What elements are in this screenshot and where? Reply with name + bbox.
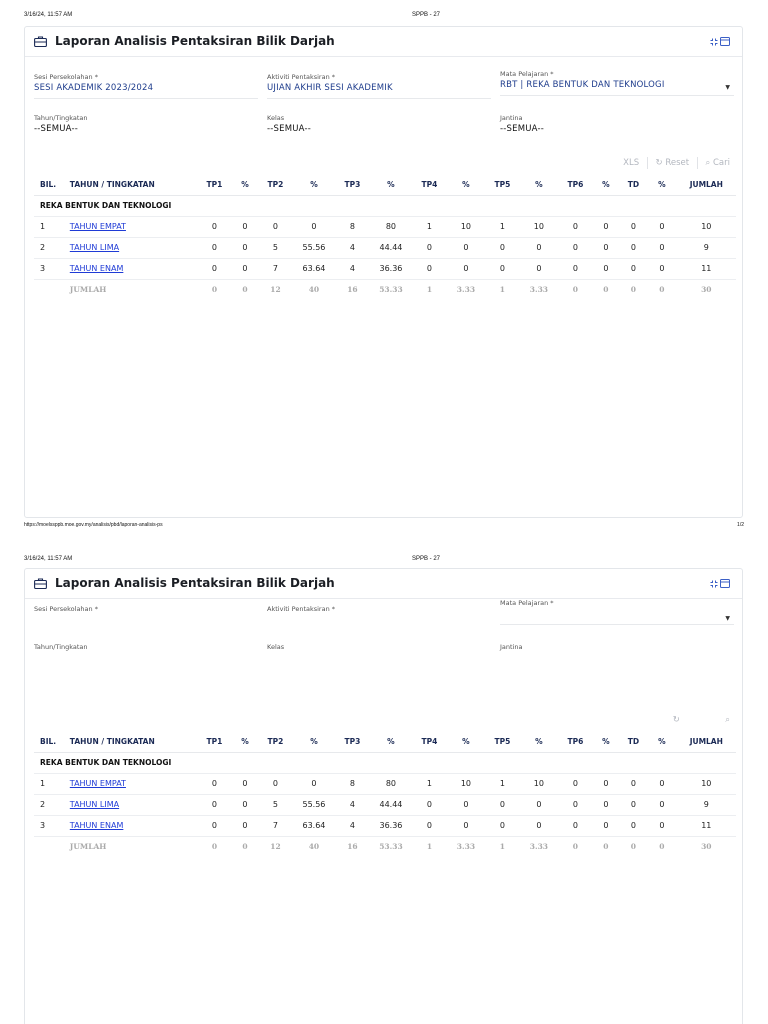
column-header: TD	[620, 174, 648, 195]
total-cell: 0	[242, 285, 248, 295]
jantina-label: Jantina	[500, 643, 523, 651]
total-cell: 0	[630, 285, 636, 295]
table-cell: 0	[647, 794, 676, 815]
column-header: %	[519, 731, 558, 752]
total-cell: 40	[308, 842, 320, 852]
sesi-select[interactable]	[34, 73, 258, 99]
table-cell: 0	[559, 237, 593, 258]
column-header: TP3	[336, 174, 370, 195]
table-cell: 10	[677, 216, 736, 237]
print-datetime: 3/16/24, 11:57 AM	[24, 12, 73, 18]
table-cell: 0	[413, 815, 447, 836]
tahun-label: Tahun/Tingkatan	[34, 643, 88, 651]
tahun-link-cell	[64, 258, 198, 279]
column-header: TP3	[336, 731, 370, 752]
column-header: %	[647, 731, 676, 752]
aktiviti-value: UJIAN AKHIR SESI AKADEMIK	[267, 83, 393, 93]
sesi-label: Sesi Persekolahan *	[34, 605, 98, 613]
table-cell: 7	[259, 258, 293, 279]
print-url: https://moelssppb.moe.gov.my/analisis/pbd/laporan-analisis-ps	[24, 522, 163, 528]
mata-pelajaran-select[interactable]	[500, 599, 734, 625]
table-cell: 3	[34, 815, 64, 836]
total-cell: 3.33	[529, 285, 549, 295]
total-cell: 12	[270, 842, 281, 852]
total-cell: 1	[426, 285, 433, 295]
column-header: %	[592, 174, 619, 195]
table-cell: 0	[446, 237, 485, 258]
table-cell: 2	[34, 794, 64, 815]
cari-button[interactable]	[706, 158, 730, 169]
table-cell: 0	[647, 773, 676, 794]
chevron-down-icon[interactable]: ▼	[725, 615, 730, 622]
table-cell: 0	[559, 794, 593, 815]
group-row	[34, 752, 736, 773]
column-header: %	[231, 174, 258, 195]
column-header: %	[292, 174, 335, 195]
table-cell: 0	[620, 216, 648, 237]
table-cell: 80	[369, 216, 412, 237]
table-cell: 0	[231, 216, 258, 237]
column-header: TD	[620, 731, 648, 752]
table-header-row	[34, 174, 736, 195]
table-cell: 0	[559, 216, 593, 237]
table-cell: 0	[446, 258, 485, 279]
jantina-label: Jantina	[500, 114, 523, 122]
print-header	[24, 12, 744, 22]
table-cell: 0	[486, 794, 520, 815]
table-cell: 8	[336, 773, 370, 794]
table-cell: 0	[259, 773, 293, 794]
total-cell: 0	[572, 842, 578, 852]
refresh-icon: ↻	[672, 715, 680, 725]
column-header: %	[647, 174, 676, 195]
tahun-select[interactable]	[34, 114, 258, 136]
jantina-value: --SEMUA--	[500, 124, 545, 134]
print-title: SPPB - 27	[412, 12, 441, 18]
total-cell: 40	[308, 285, 320, 295]
table-cell: 0	[620, 258, 648, 279]
tahun-link[interactable]: TAHUN LIMA	[69, 800, 120, 809]
report-card	[24, 568, 743, 1024]
table-cell: 0	[620, 815, 648, 836]
xls-button[interactable]: XLS	[623, 158, 640, 168]
filter-panel	[25, 27, 744, 177]
print-datetime: 3/16/24, 11:57 AM	[24, 556, 73, 562]
total-cell: 30	[701, 842, 712, 852]
column-header: TP6	[559, 731, 593, 752]
table-cell: 4	[336, 815, 370, 836]
total-cell: 1	[499, 842, 506, 852]
total-cell	[34, 279, 64, 300]
group-row	[34, 195, 736, 216]
table-row	[34, 794, 736, 815]
table-row	[34, 258, 736, 279]
print-header	[24, 556, 744, 566]
table-cell: 80	[369, 773, 412, 794]
table-cell: 44.44	[369, 237, 412, 258]
table-cell: 0	[592, 216, 619, 237]
table-cell: 0	[198, 237, 232, 258]
total-cell: 0	[242, 842, 248, 852]
total-cell: 0	[603, 285, 609, 295]
print-title: SPPB - 27	[412, 556, 441, 562]
tahun-link[interactable]: TAHUN LIMA	[69, 243, 120, 252]
tahun-link-cell	[64, 773, 198, 794]
total-cell: 0	[659, 842, 665, 852]
column-header: BIL.	[34, 174, 64, 195]
column-header: TP2	[259, 731, 293, 752]
column-header: TP5	[486, 174, 520, 195]
column-header: %	[519, 174, 558, 195]
table-cell: 55.56	[292, 794, 335, 815]
table-cell: 0	[592, 237, 619, 258]
column-header: JUMLAH	[677, 174, 736, 195]
table-cell: 0	[620, 237, 648, 258]
table-cell: 11	[677, 815, 736, 836]
tahun-value: --SEMUA--	[34, 124, 79, 134]
table-cell: 1	[413, 216, 447, 237]
table-cell: 0	[446, 794, 485, 815]
column-header: TP1	[198, 174, 232, 195]
column-header: TP1	[198, 731, 232, 752]
column-header: %	[369, 174, 412, 195]
group-label: REKA BENTUK DAN TEKNOLOGI	[34, 752, 736, 773]
table-cell: 4	[336, 258, 370, 279]
table-cell: 0	[446, 815, 485, 836]
table-cell: 0	[519, 258, 558, 279]
total-cell: 1	[499, 285, 506, 295]
table-cell: 0	[231, 815, 258, 836]
total-cell: 30	[701, 285, 712, 295]
aktiviti-label: Aktiviti Pentaksiran *	[267, 605, 336, 613]
table-cell: 0	[198, 258, 232, 279]
table-cell: 0	[413, 794, 447, 815]
mata-pelajaran-label: Mata Pelajaran *	[500, 599, 554, 607]
table-cell: 0	[647, 216, 676, 237]
table-cell: 0	[620, 794, 648, 815]
table-cell: 63.64	[292, 258, 335, 279]
table-row	[34, 773, 736, 794]
tahun-link[interactable]: TAHUN EMPAT	[69, 222, 126, 231]
group-label: REKA BENTUK DAN TEKNOLOGI	[34, 195, 736, 216]
tahun-select[interactable]	[34, 643, 258, 652]
column-header: %	[231, 731, 258, 752]
total-row	[34, 279, 736, 300]
mata-pelajaran-value: RBT | REKA BENTUK DAN TEKNOLOGI	[500, 80, 665, 90]
table-cell: 9	[677, 794, 736, 815]
search-icon: ⌕	[725, 715, 730, 725]
chevron-down-icon[interactable]: ▼	[725, 84, 730, 91]
table-cell: 0	[620, 773, 648, 794]
analysis-table	[34, 731, 736, 857]
tahun-link-cell	[64, 237, 198, 258]
table-row	[34, 216, 736, 237]
print-page-2	[0, 554, 768, 1024]
table-cell: 0	[198, 794, 232, 815]
column-header: TP5	[486, 731, 520, 752]
total-cell: 0	[630, 842, 636, 852]
page-title: Laporan Analisis Pentaksiran Bilik Darjah	[55, 34, 335, 48]
table-cell: 0	[198, 773, 232, 794]
tahun-link[interactable]: TAHUN ENAM	[69, 821, 124, 830]
filter-panel	[25, 569, 744, 719]
table-cell: 0	[559, 815, 593, 836]
kelas-select[interactable]	[267, 114, 491, 136]
aktiviti-label: Aktiviti Pentaksiran *	[267, 73, 336, 81]
total-cell: 3.33	[456, 842, 476, 852]
total-cell: 53.33	[379, 285, 403, 295]
table-cell: 5	[259, 794, 293, 815]
total-cell: 0	[603, 842, 609, 852]
table-cell: 4	[336, 794, 370, 815]
table-cell: 0	[519, 237, 558, 258]
tahun-link-cell	[64, 216, 198, 237]
cari-button[interactable]	[725, 715, 730, 726]
table-cell: 5	[259, 237, 293, 258]
table-cell: 0	[647, 237, 676, 258]
column-header: BIL.	[34, 731, 64, 752]
table-cell: 0	[486, 237, 520, 258]
jantina-select[interactable]	[500, 643, 734, 652]
analysis-table	[34, 174, 736, 300]
table-toolbar	[673, 715, 730, 726]
table-cell: 0	[259, 216, 293, 237]
sesi-label: Sesi Persekolahan *	[34, 73, 98, 81]
aktiviti-select[interactable]	[267, 73, 491, 99]
table-cell: 7	[259, 815, 293, 836]
table-cell: 0	[231, 773, 258, 794]
column-header: TAHUN / TINGKATAN	[64, 731, 198, 752]
aktiviti-select[interactable]	[267, 605, 491, 614]
table-cell: 0	[592, 773, 619, 794]
table-cell: 10	[446, 216, 485, 237]
table-cell: 36.36	[369, 815, 412, 836]
table-cell: 0	[647, 258, 676, 279]
table-cell: 0	[231, 237, 258, 258]
table-cell: 0	[559, 773, 593, 794]
table-cell: 0	[486, 815, 520, 836]
table-row	[34, 815, 736, 836]
total-cell: 16	[347, 285, 358, 295]
total-cell: 16	[347, 842, 358, 852]
refresh-icon: ↻	[655, 157, 663, 168]
column-header: TAHUN / TINGKATAN	[64, 174, 198, 195]
table-cell: 0	[231, 794, 258, 815]
reset-label: Reset	[665, 157, 690, 168]
table-cell: 0	[486, 258, 520, 279]
tahun-link-cell	[64, 815, 198, 836]
total-cell: 53.33	[379, 842, 403, 852]
table-cell: 0	[292, 773, 335, 794]
table-cell: 10	[519, 773, 558, 794]
table-cell: 10	[446, 773, 485, 794]
table-cell: 55.56	[292, 237, 335, 258]
total-cell: 0	[659, 285, 665, 295]
table-cell: 0	[647, 815, 676, 836]
table-cell: 0	[592, 258, 619, 279]
table-cell: 0	[231, 258, 258, 279]
cari-label: Cari	[713, 157, 730, 168]
sesi-select[interactable]	[34, 605, 258, 614]
table-cell: 0	[198, 815, 232, 836]
total-cell	[34, 836, 64, 857]
tahun-link[interactable]: TAHUN EMPAT	[69, 779, 126, 788]
page-title: Laporan Analisis Pentaksiran Bilik Darjah	[55, 576, 335, 590]
table-cell: 1	[34, 773, 64, 794]
kelas-value: --SEMUA--	[267, 124, 312, 134]
sesi-value: SESI AKADEMIK 2023/2024	[34, 83, 154, 93]
table-cell: 0	[292, 216, 335, 237]
total-cell: JUMLAH	[69, 842, 107, 852]
table-row	[34, 237, 736, 258]
column-header: %	[292, 731, 335, 752]
table-cell: 2	[34, 237, 64, 258]
kelas-select[interactable]	[267, 643, 491, 652]
total-cell: 12	[270, 285, 281, 295]
column-header: %	[446, 174, 485, 195]
column-header: %	[369, 731, 412, 752]
total-cell: 1	[426, 842, 433, 852]
table-cell: 9	[677, 237, 736, 258]
kelas-label: Kelas	[267, 643, 285, 651]
jantina-select[interactable]	[500, 114, 734, 136]
reset-button[interactable]	[673, 715, 680, 726]
table-cell: 8	[336, 216, 370, 237]
table-cell: 0	[198, 216, 232, 237]
column-header: TP6	[559, 174, 593, 195]
total-row	[34, 836, 736, 857]
column-header: %	[592, 731, 619, 752]
print-page-number: 1/2	[737, 522, 744, 528]
tahun-link-cell	[64, 794, 198, 815]
report-card	[24, 26, 743, 518]
table-header-row	[34, 731, 736, 752]
table-cell: 10	[677, 773, 736, 794]
table-cell: 0	[519, 815, 558, 836]
table-cell: 63.64	[292, 815, 335, 836]
table-cell: 0	[592, 794, 619, 815]
column-header: TP2	[259, 174, 293, 195]
kelas-label: Kelas	[267, 114, 285, 122]
table-cell: 0	[413, 258, 447, 279]
table-cell: 1	[413, 773, 447, 794]
table-cell: 10	[519, 216, 558, 237]
search-icon: ⌕	[705, 157, 711, 168]
table-cell: 44.44	[369, 794, 412, 815]
mata-pelajaran-select[interactable]	[500, 70, 734, 96]
table-cell: 1	[34, 216, 64, 237]
table-cell: 1	[486, 773, 520, 794]
table-cell: 3	[34, 258, 64, 279]
table-cell: 0	[559, 258, 593, 279]
table-cell: 0	[519, 794, 558, 815]
column-header: JUMLAH	[677, 731, 736, 752]
mata-pelajaran-label: Mata Pelajaran *	[500, 70, 554, 78]
print-footer	[24, 522, 744, 532]
table-cell: 0	[592, 815, 619, 836]
total-cell: 0	[211, 285, 218, 295]
reset-button[interactable]	[656, 158, 690, 169]
table-cell: 1	[486, 216, 520, 237]
table-cell: 4	[336, 237, 370, 258]
tahun-label: Tahun/Tingkatan	[34, 114, 88, 122]
table-cell: 0	[413, 237, 447, 258]
total-cell: 0	[211, 842, 218, 852]
table-cell: 11	[677, 258, 736, 279]
total-cell: 3.33	[529, 842, 549, 852]
table-cell: 36.36	[369, 258, 412, 279]
column-header: TP4	[413, 174, 447, 195]
total-cell: 0	[572, 285, 578, 295]
column-header: %	[446, 731, 485, 752]
column-header: TP4	[413, 731, 447, 752]
total-cell: 3.33	[456, 285, 476, 295]
table-toolbar	[623, 157, 730, 169]
tahun-link[interactable]: TAHUN ENAM	[69, 264, 124, 273]
total-cell: JUMLAH	[69, 285, 107, 295]
